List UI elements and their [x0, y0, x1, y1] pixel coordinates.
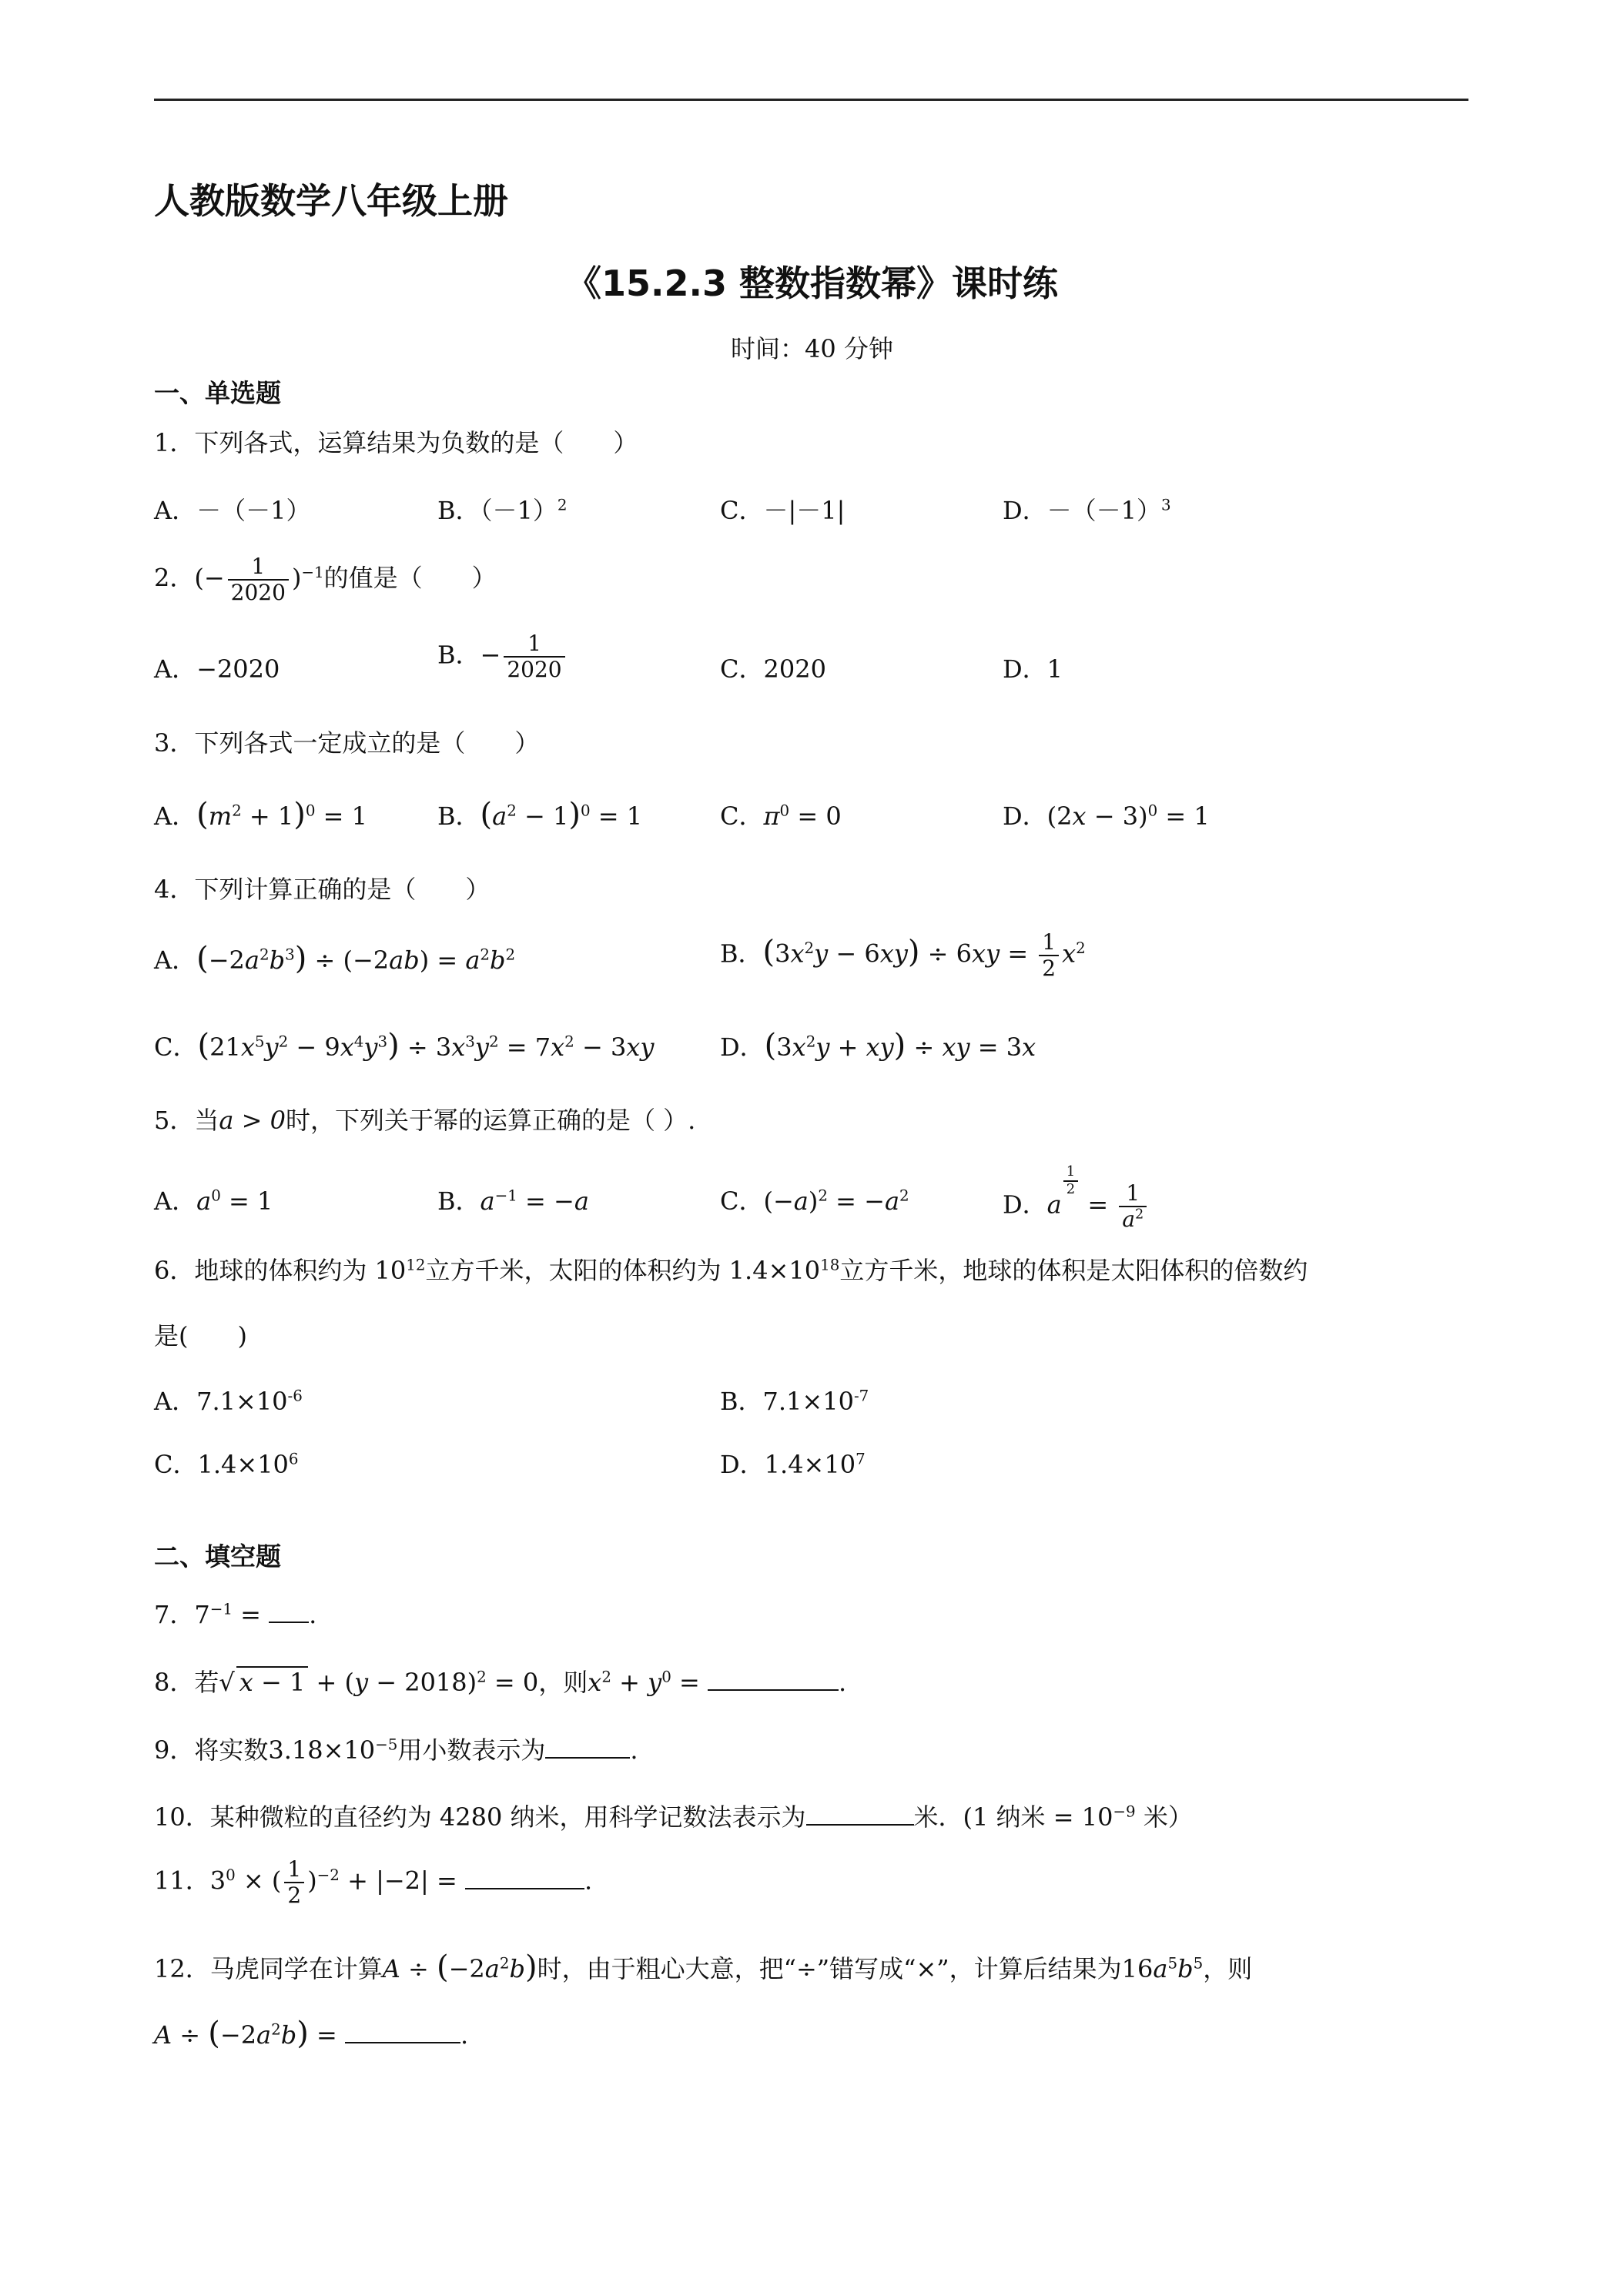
q1-option-d: D．$-(-1)^3$: [1003, 496, 1171, 525]
q8-blank[interactable]: [708, 1666, 839, 1691]
question-2: 2．(− $\frac{1}{2020}$ )$^{-1}$的值是（ ）: [154, 554, 497, 606]
q6-option-b: B．$7.1\times 10^{-7}$: [720, 1387, 869, 1416]
q2-option-b: B．− $\frac{1}{2020}$: [437, 631, 568, 682]
q6-option-a: A．$7.1\times 10^{-6}$: [154, 1387, 303, 1416]
q12-blank[interactable]: [345, 2019, 460, 2043]
q2-option-c: C．2020: [720, 654, 826, 684]
q6-option-c: C．$1.4\times 10^6$: [154, 1450, 299, 1479]
question-10: 10．某种微粒的直径约为 4280 纳米，用科学记数法表示为 米．(1 纳米 = $10^{-9}$ 米）: [154, 1802, 1193, 1832]
q1-option-c: C．－|－1|: [720, 496, 845, 525]
question-3: 3．下列各式一定成立的是（ ）: [154, 728, 540, 758]
question-7: 7．$7^{-1}$ = .: [154, 1600, 317, 1629]
question-5: 5．当a > 0时，下列关于幂的运算正确的是（ ）.: [154, 1106, 696, 1135]
q5-option-b: B．$a^{-1} = -a$: [437, 1186, 589, 1216]
q4-option-d: D．$(3x^2y + xy)$ ÷ xy = 3x: [720, 1028, 1036, 1063]
question-6-line-2: 是( ): [154, 1321, 247, 1350]
q10-blank[interactable]: [806, 1801, 914, 1826]
q2-option-d: D．1: [1003, 654, 1063, 684]
q3-option-c: C．$\pi^0 = 0$: [720, 802, 842, 831]
question-12-line-2: $A \div (-2a^2b)$ = .: [154, 2016, 469, 2051]
question-4: 4．下列计算正确的是（ ）: [154, 875, 491, 904]
q6-option-d: D．$1.4\times 10^7$: [720, 1450, 866, 1479]
section-fill-blank: 二、填空题: [154, 1541, 281, 1571]
section-single-choice: 一、单选题: [154, 378, 281, 408]
q3-option-a: A．$(m^2 + 1)^0 = 1$: [154, 797, 367, 832]
q11-blank[interactable]: [465, 1865, 584, 1889]
q5-option-a: A．$a^0 = 1$: [154, 1186, 273, 1216]
question-6-line-1: 6．地球的体积约为 $10^{12}$立方千米，太阳的体积约为 $1.4\times 10^{18}$立方千米，地球的体积是太阳体积的倍数约: [154, 1256, 1308, 1285]
question-8: 8．若√ $x - 1 + (y - 2018)^2 = 0$，则$x^2 + y^0$ = .: [154, 1668, 847, 1697]
q2-option-a: A．−2020: [154, 654, 280, 684]
q4-option-b: B．$(3x^2y - 6xy) \div 6xy$ = $\frac{1}{2}$ $x^2$: [720, 929, 1086, 982]
q2-fraction: $\frac{1}{2020}$: [228, 554, 289, 605]
q5-option-c: C．$(-a)^2 = -a^2$: [720, 1186, 909, 1216]
header-rule: [154, 99, 1468, 101]
q9-blank[interactable]: [545, 1734, 630, 1759]
question-1: 1．下列各式，运算结果为负数的是（ ）: [154, 428, 638, 457]
time-limit: 时间：40 分钟: [731, 334, 893, 363]
book-title: 人教版数学八年级上册: [154, 180, 508, 222]
q1-option-a: A．－（－1）: [154, 496, 311, 525]
q1-option-b: B．$(-1)^2$: [437, 496, 568, 525]
q4-option-c: C．$(21x^5y^2 - 9x^4y^3) \div 3x^3y^2 = 7x^2 - 3xy$: [154, 1028, 655, 1063]
question-12: 12．马虎同学在计算$A \div (-2a^2b)$时，由于粗心大意，把“÷”错写成“×”，计算后结果为$16a^5b^5$，则: [154, 1950, 1253, 1985]
question-11: 11．$3^0$ × ( $\frac{1}{2}$ )$^{-2}$ + |−2| = .: [154, 1856, 593, 1909]
q5-option-d: D．a $\frac{1}{2}$ = $\frac{1}{a^2}$: [1003, 1164, 1150, 1232]
q3-option-d: D．$(2x - 3)^0 = 1$: [1003, 802, 1210, 831]
q3-option-b: B．$(a^2 - 1)^0 = 1$: [437, 797, 643, 832]
question-9: 9．将实数$3.18\times 10^{-5}$用小数表示为 .: [154, 1735, 638, 1765]
page-title: 《15.2.3 整数指数幂》课时练: [566, 263, 1058, 304]
q4-option-a: A．$(-2a^2b^3) \div (-2ab) = a^2b^2$: [154, 941, 516, 976]
q7-blank[interactable]: [269, 1598, 309, 1623]
